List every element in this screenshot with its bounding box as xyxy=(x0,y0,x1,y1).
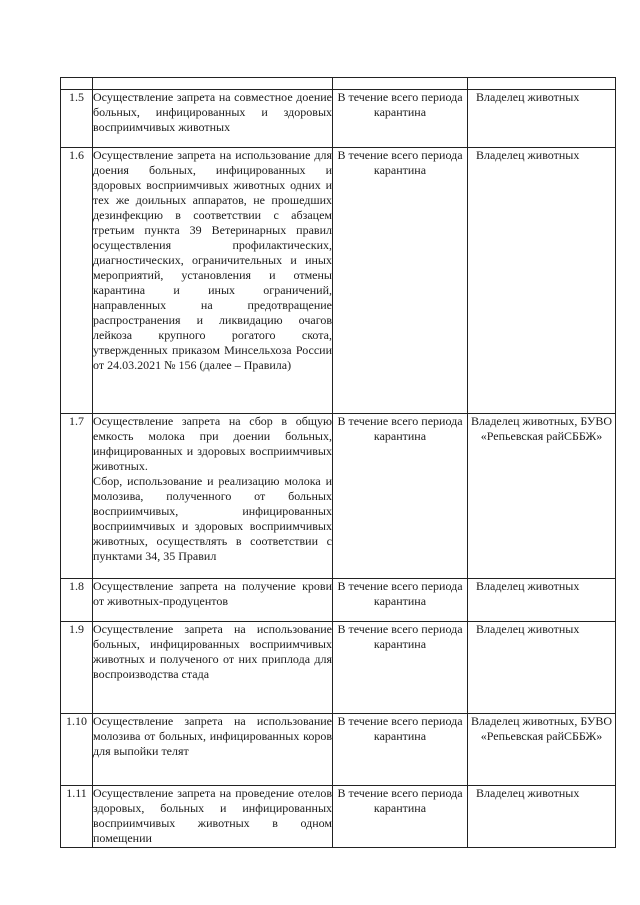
measures-table xyxy=(60,77,616,848)
row-responsible: Владелец животных, БУВО «Репьевская райСББЖ» xyxy=(468,714,616,786)
description-paragraph: Осуществление запрета на совместное доение больных, инфицированных и здоровых восприимчивых животных xyxy=(93,90,332,134)
header-cell xyxy=(333,78,468,90)
row-number: 1.10 xyxy=(61,714,93,786)
row-period: В течение всего периода карантина xyxy=(333,622,468,714)
description-paragraph: Осуществление запрета на получение крови от животных-продуцентов xyxy=(93,579,332,608)
description-paragraph: Осуществление запрета на проведение отелов здоровых, больных и инфицированных восприимчивых животных в одном помещении xyxy=(93,786,332,845)
row-period: В течение всего периода карантина xyxy=(333,414,468,579)
row-period: В течение всего периода карантина xyxy=(333,714,468,786)
description-paragraph: Осуществление запрета на использование молозива от больных, инфицированных коров для выпойки телят xyxy=(93,714,332,758)
row-responsible: Владелец животных xyxy=(468,579,616,622)
row-number: 1.11 xyxy=(61,786,93,848)
description-paragraph: Осуществление запрета на использование для доения больных, инфицированных и здоровых восприимчивых животных одних и тех же доильных аппаратов, не прошедших дезинфекцию в соответствии с абзацем третьим пункта 39 Ветеринарных правил осуществления профилактических, диагностических, ограничительных и иных мероприятий, установления и отмены карантина и иных ограничений, направленных на предотвращение распространения и ликвидацию очагов лейкоза крупного рогатого скота, утвержденных приказом Минсельхоза России от 24.03.2021 № 156 (далее – Правила) xyxy=(93,148,332,372)
table-row xyxy=(61,414,616,579)
description-paragraph: Осуществление запрета на сбор в общую емкость молока при доении больных, инфицированных и здоровых восприимчивых животных. xyxy=(93,414,332,473)
row-responsible: Владелец животных, БУВО «Репьевская райСББЖ» xyxy=(468,414,616,579)
row-description xyxy=(93,579,333,622)
row-number: 1.6 xyxy=(61,148,93,414)
row-number: 1.5 xyxy=(61,90,93,148)
row-description xyxy=(93,622,333,714)
table-row xyxy=(61,622,616,714)
table-row xyxy=(61,90,616,148)
row-description xyxy=(93,714,333,786)
row-responsible: Владелец животных xyxy=(468,90,616,148)
table-row xyxy=(61,714,616,786)
description-paragraph: Сбор, использование и реализацию молока и молозива, полученного от больных восприимчивых, инфицированных восприимчивых и здоровых восприимчивых животных, осуществлять в соответствии с пунктами 34, 35 Правил xyxy=(93,474,332,563)
row-description xyxy=(93,414,333,579)
row-description xyxy=(93,148,333,414)
row-description xyxy=(93,90,333,148)
table-row xyxy=(61,579,616,622)
table-row xyxy=(61,786,616,848)
row-period: В течение всего периода карантина xyxy=(333,579,468,622)
table-header-row xyxy=(61,78,616,90)
row-period: В течение всего периода карантина xyxy=(333,90,468,148)
header-cell xyxy=(468,78,616,90)
description-paragraph: Осуществление запрета на использование больных, инфицированных восприимчивых животных и полученого от них приплода для воспроизводства стада xyxy=(93,622,332,681)
row-number: 1.9 xyxy=(61,622,93,714)
row-number: 1.7 xyxy=(61,414,93,579)
row-responsible: Владелец животных xyxy=(468,786,616,848)
row-period: В течение всего периода карантина xyxy=(333,148,468,414)
row-responsible: Владелец животных xyxy=(468,148,616,414)
row-period: В течение всего периода карантина xyxy=(333,786,468,848)
header-cell xyxy=(93,78,333,90)
header-cell xyxy=(61,78,93,90)
row-responsible: Владелец животных xyxy=(468,622,616,714)
row-description xyxy=(93,786,333,848)
table-row xyxy=(61,148,616,414)
row-number: 1.8 xyxy=(61,579,93,622)
